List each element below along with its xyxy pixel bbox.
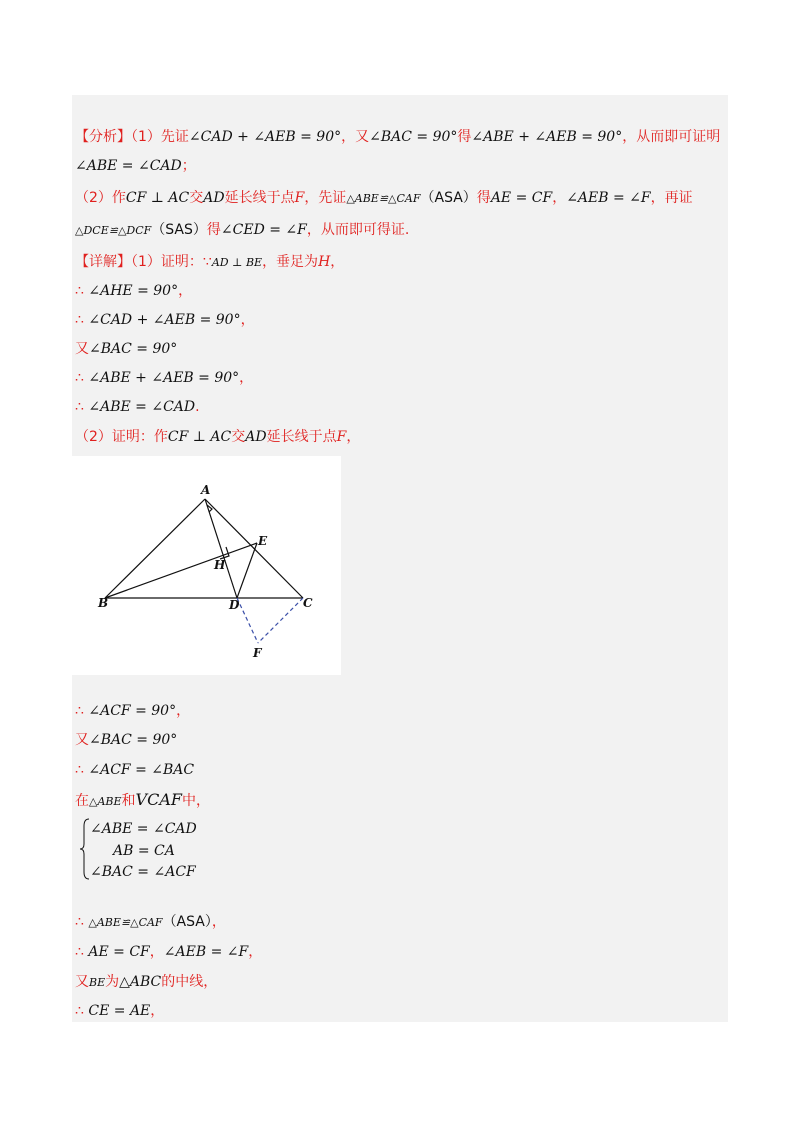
detail-line-5 [75,368,253,388]
text: 又 [75,974,89,990]
math-expr: ∠ABE + ∠AEB = 90° [88,370,240,386]
text: ，从而即可证明 [622,129,721,145]
after-line-5 [75,912,226,933]
text: （2）作 [75,190,126,206]
text: （1）证明： [131,254,203,270]
text: （2）证明：作 [75,429,168,445]
math-expr: ∠CAD + ∠AEB = 90° [88,312,241,328]
math-expr: ∠ABE + ∠AEB = 90° [471,129,623,145]
detail-line-4 [75,339,177,359]
segment-AD [205,499,237,598]
math-expr: CE = AE [88,1003,151,1019]
detail-line-1 [75,252,344,273]
text: ， [176,703,191,719]
math-expr: ∠BAC = 90° [89,341,178,357]
detail-line-2 [75,281,192,301]
detail-line-6 [75,397,200,417]
text: 又 [75,341,89,357]
text: 得 [457,129,472,145]
text: 延长线于点 [266,429,337,445]
math-expr: AD ⊥ BE [211,256,263,269]
math-expr: ∠CAD + ∠AEB = 90° [188,129,342,145]
label-E: E [258,534,268,548]
after-line-1 [75,701,190,721]
detail-line-3 [75,310,255,330]
text: 的中线， [161,974,218,990]
analysis-line-1 [75,127,720,147]
text: ，又 [341,129,370,145]
therefore-symbol: ∴ [75,312,84,328]
detail-line-7 [75,427,360,447]
triangle-diagram [72,456,341,675]
label-B: B [98,596,109,610]
text: 和 [121,793,136,809]
math-expr: ∠BAC = 90° [89,732,178,748]
because-symbol: ∵ [202,254,212,270]
text: ， [346,429,361,445]
math-expr: BE [89,976,106,989]
therefore-symbol: ∴ [75,914,84,930]
math-expr: △ABE≌△CAF [88,916,163,929]
segment-AB [105,499,205,598]
after-line-6 [75,942,262,962]
text: ， [552,190,567,206]
math-expr: ∠ABE = ∠CAD [75,158,182,174]
text: ， [211,914,226,930]
analysis-line-3 [75,188,693,209]
label-D: D [229,598,240,612]
label-C: C [303,596,313,610]
after-line-7 [75,972,217,993]
text: ，先证 [304,190,347,206]
text: ， [178,283,193,299]
label-F: F [253,646,262,660]
text: ，再证 [650,190,693,206]
math-expr: （ASA） [162,914,212,930]
text: . [195,399,200,415]
math-expr: △DCE≌△DCF [75,224,152,237]
math-expr: △ABE [89,795,122,808]
text: ， [248,944,263,960]
after-line-3 [75,760,194,780]
system-eq-1: ∠ABE = ∠CAD [90,821,197,837]
math-expr: CF ⊥ AC [125,190,190,206]
analysis-tag: 【分析】 [75,129,131,145]
text: 交 [189,190,204,206]
segment-DE [237,543,257,598]
text: 在 [75,793,89,809]
therefore-symbol: ∴ [75,283,84,299]
math-expr: ∠CED = ∠F [220,222,307,238]
math-expr: AE = CF [88,944,150,960]
after-line-4 [75,790,210,812]
detail-tag: 【详解】 [75,254,131,270]
system-eq-2: AB = CA [113,843,175,859]
segment-DF [237,598,258,643]
math-expr: △ABC [119,974,162,990]
math-expr: AD [203,190,225,206]
text: 得 [206,222,221,238]
therefore-symbol: ∴ [75,399,84,415]
therefore-symbol: ∴ [75,1003,84,1019]
text: ， [149,944,164,960]
math-expr: CF ⊥ AC [167,429,232,445]
math-expr: ∠ABE = ∠CAD [88,399,196,415]
text: 交 [231,429,246,445]
math-expr: F [336,429,347,445]
math-expr: （ASA） [420,190,477,206]
after-line-2 [75,730,177,750]
geometry-figure [72,456,341,675]
system-eq-3: ∠BAC = ∠ACF [90,864,196,880]
segment-CF [258,598,303,643]
math-expr: ∠AEB = ∠F [163,944,249,960]
system-brace [80,818,90,880]
label-A: A [201,483,211,497]
text: ， [150,1003,165,1019]
math-expr: ∠AHE = 90° [88,283,179,299]
text: （1）先证 [131,129,189,145]
after-line-8 [75,1001,164,1021]
text: 中， [181,793,210,809]
analysis-line-2 [75,156,196,176]
therefore-symbol: ∴ [75,944,84,960]
text: ，从而即可得证. [306,222,410,238]
math-expr: AD [245,429,267,445]
math-expr: F [294,190,305,206]
math-expr: ∠AEB = ∠F [566,190,651,206]
math-expr: （SAS） [151,222,207,238]
math-expr: ∠BAC = 90° [369,129,458,145]
therefore-symbol: ∴ [75,762,84,778]
therefore-symbol: ∴ [75,703,84,719]
analysis-line-4 [75,220,409,241]
text: ， [239,370,254,386]
segment-AC [205,499,303,598]
math-expr: H [318,254,331,270]
text: 延长线于点 [224,190,295,206]
math-expr: △ABE≌△CAF [346,192,421,205]
therefore-symbol: ∴ [75,370,84,386]
text: 为 [105,974,120,990]
math-expr: ∠ACF = 90° [88,703,177,719]
text: ，垂足为 [262,254,319,270]
text: ； [181,158,196,174]
math-expr: VCAF [135,790,182,809]
text: ， [240,312,255,328]
text: 得 [476,190,491,206]
text: ， [330,254,345,270]
math-expr: AE = CF [490,190,553,206]
math-expr: ∠ACF = ∠BAC [88,762,195,778]
text: 又 [75,732,89,748]
label-H: H [214,558,226,572]
